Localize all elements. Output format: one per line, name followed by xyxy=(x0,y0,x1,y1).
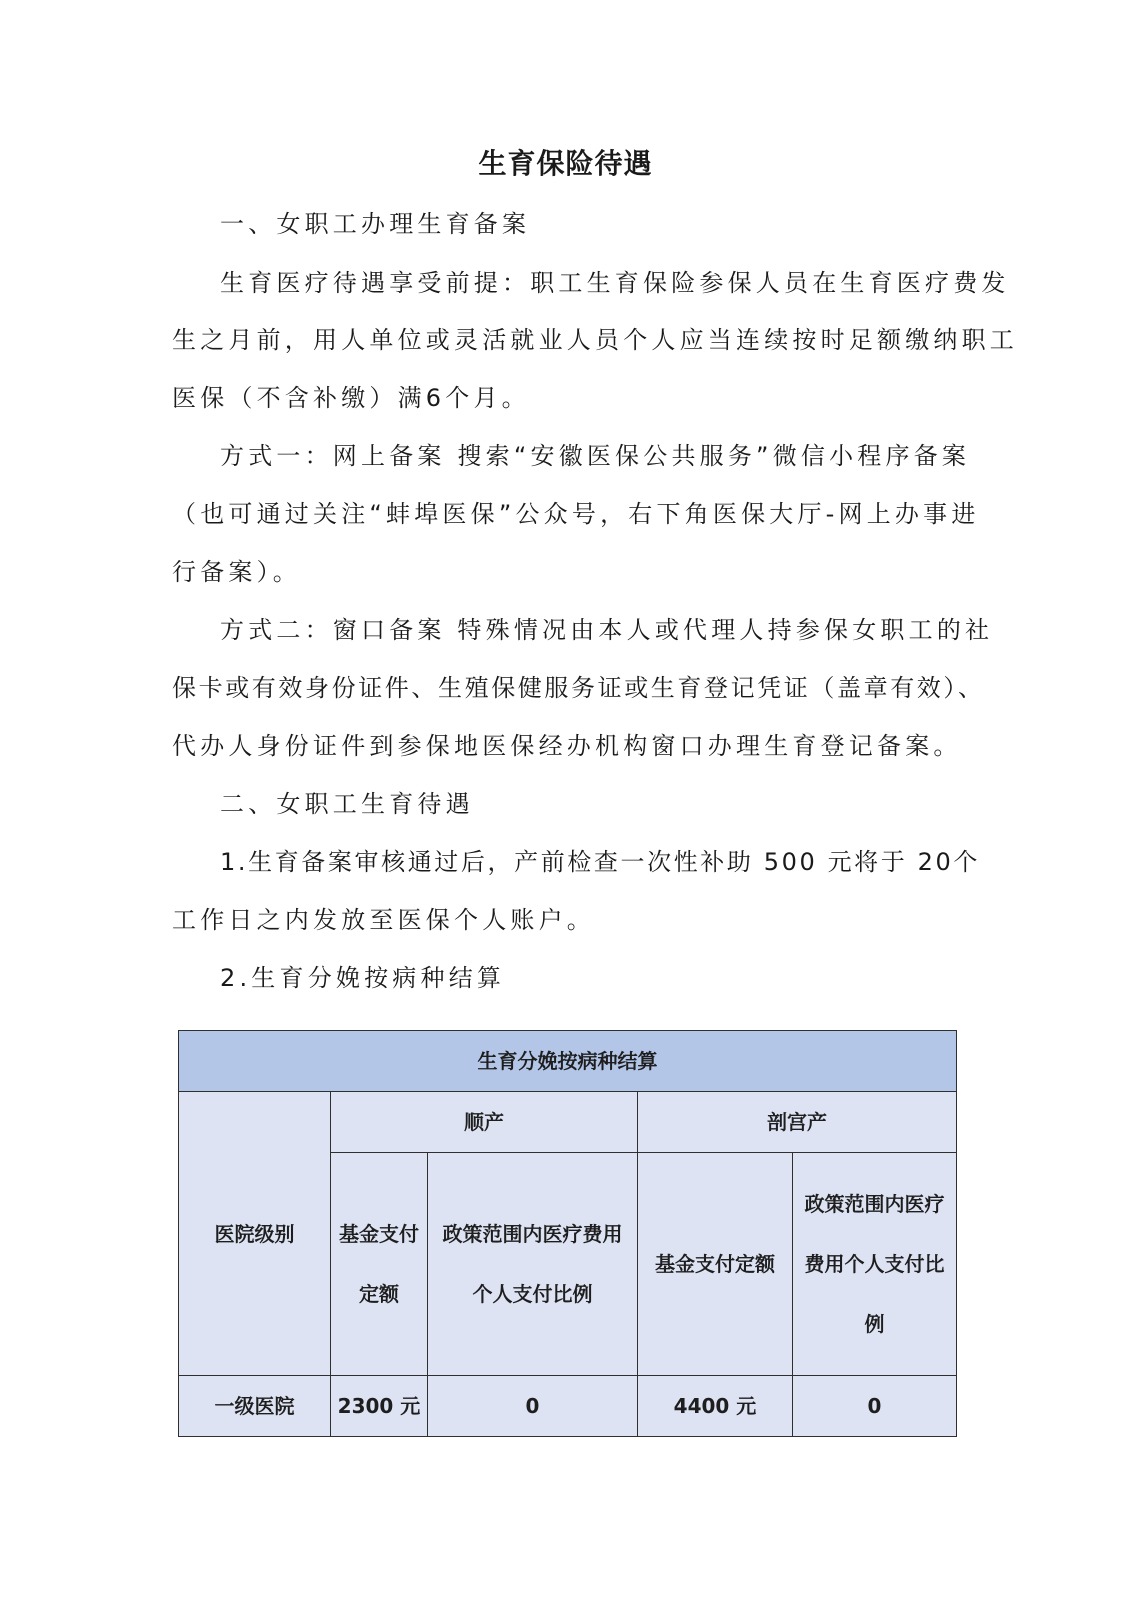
paragraph-line: 方式一：网上备案 搜索“安徽医保公共服务”微信小程序备案 xyxy=(220,442,971,470)
cell-personal-ratio-cesarean: 0 xyxy=(793,1376,957,1437)
paragraph-line: 2.生育分娩按病种结算 xyxy=(220,964,506,992)
header-fund-quota-natural: 基金支付定额 xyxy=(331,1153,428,1376)
paragraph-line: 保卡或有效身份证件、生殖保健服务证或生育登记凭证（盖章有效）、 xyxy=(172,674,985,702)
table-group-row xyxy=(179,1092,957,1153)
cell-fund-quota-cesarean: 4400 元 xyxy=(638,1376,793,1437)
section-heading-2: 二、女职工生育待遇 xyxy=(220,790,474,818)
header-personal-ratio-cesarean: 政策范围内医疗费用个人支付比例 xyxy=(793,1153,957,1376)
paragraph-line: 生之月前，用人单位或灵活就业人员个人应当连续按时足额缴纳职工 xyxy=(172,326,1018,354)
paragraph-line: 工作日之内发放至医保个人账户。 xyxy=(172,906,595,934)
header-hospital-level: 医院级别 xyxy=(179,1092,331,1376)
section-heading-1: 一、女职工办理生育备案 xyxy=(220,210,531,238)
cell-fund-quota-natural: 2300 元 xyxy=(331,1376,428,1437)
settlement-table xyxy=(178,1030,957,1437)
paragraph-line: 行备案）。 xyxy=(172,558,301,586)
paragraph-line: 生育医疗待遇享受前提：职工生育保险参保人员在生育医疗费发 xyxy=(220,269,1010,297)
paragraph-line: 医保（不含补缴）满6个月。 xyxy=(172,384,530,412)
table-title: 生育分娩按病种结算 xyxy=(179,1031,957,1092)
paragraph-line: （也可通过关注“蚌埠医保”公众号，右下角医保大厅-网上办事进 xyxy=(172,500,980,528)
table-row xyxy=(179,1376,957,1437)
header-natural-birth: 顺产 xyxy=(331,1092,638,1153)
paragraph-line: 代办人身份证件到参保地医保经办机构窗口办理生育登记备案。 xyxy=(172,732,962,760)
header-cesarean: 剖宫产 xyxy=(638,1092,957,1153)
table-title-row xyxy=(179,1031,957,1092)
paragraph-line: 方式二：窗口备案 特殊情况由本人或代理人持参保女职工的社 xyxy=(220,616,994,644)
header-personal-ratio-natural: 政策范围内医疗费用个人支付比例 xyxy=(428,1153,638,1376)
page-title: 生育保险待遇 xyxy=(478,147,653,180)
cell-personal-ratio-natural: 0 xyxy=(428,1376,638,1437)
cell-hospital-level: 一级医院 xyxy=(179,1376,331,1437)
paragraph-line: 1.生育备案审核通过后，产前检查一次性补助 500 元将于 20个 xyxy=(220,848,980,876)
header-fund-quota-cesarean: 基金支付定额 xyxy=(638,1153,793,1376)
